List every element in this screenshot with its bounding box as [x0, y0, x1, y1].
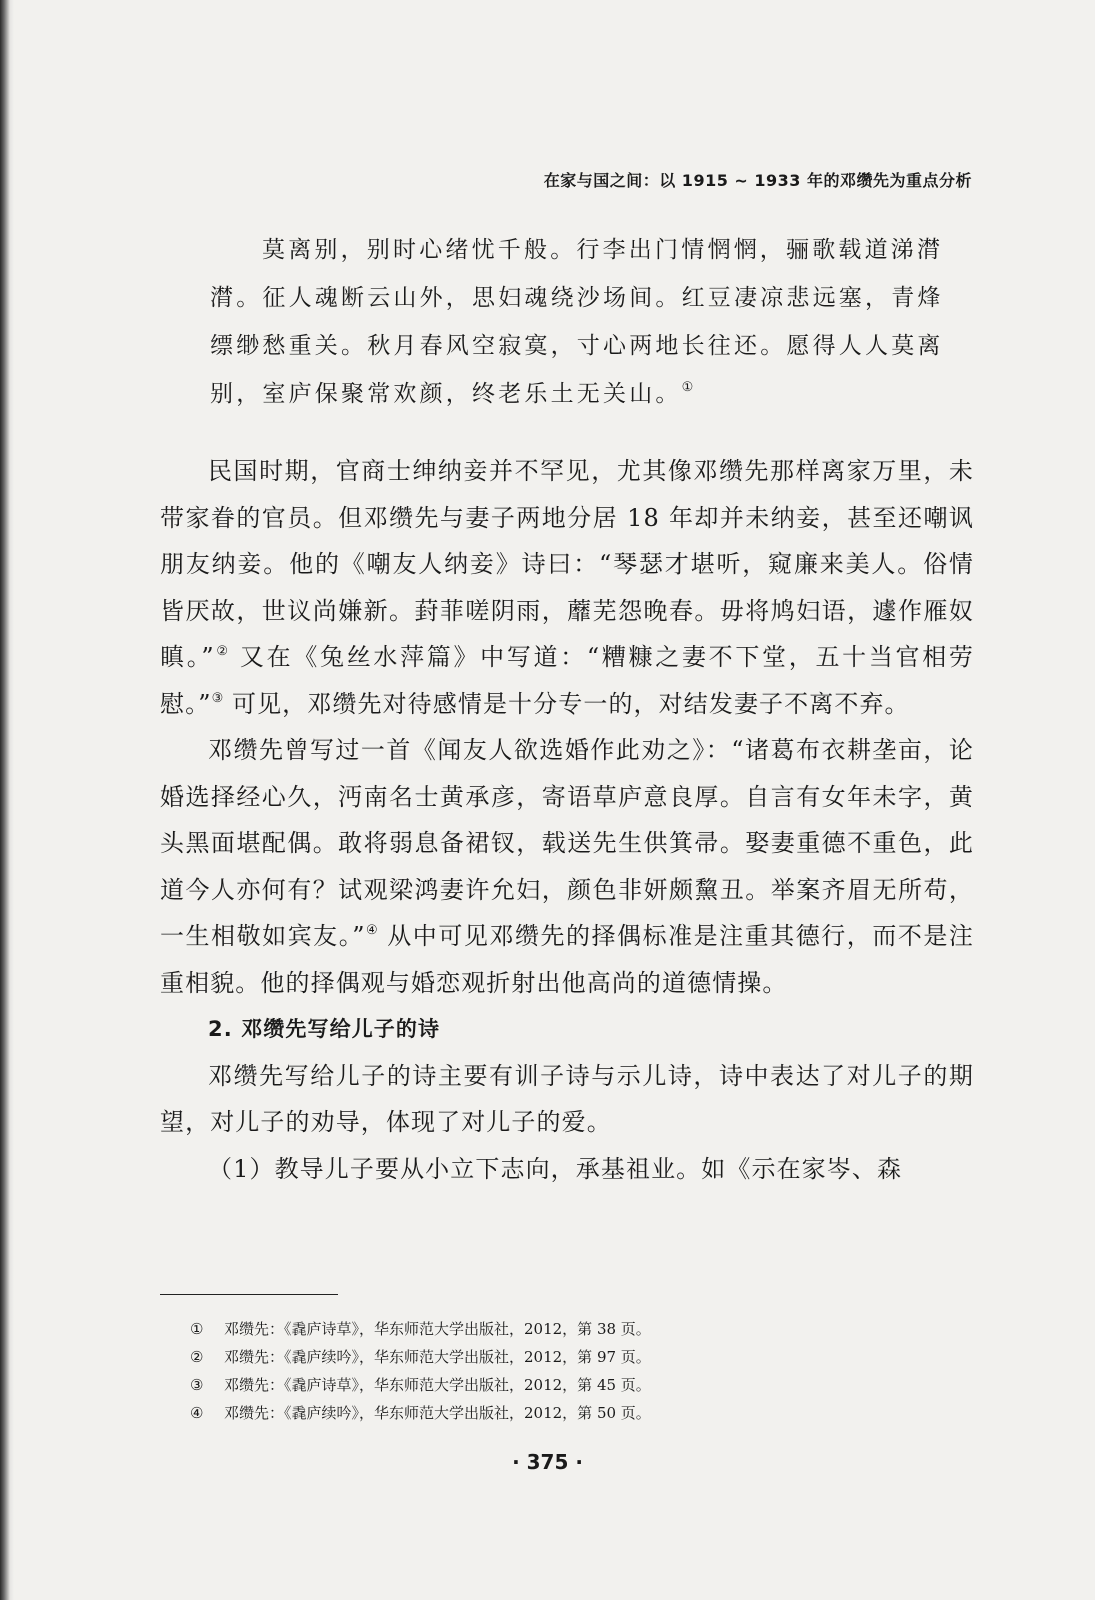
paragraph: 邓缵先写给儿子的诗主要有训子诗与示儿诗，诗中表达了对儿子的期望，对儿子的劝导，体现了对儿子的爱。 [160, 1061, 974, 1136]
footnote-ref: ④ [365, 923, 379, 938]
footnote-ref: ③ [211, 690, 224, 706]
poem-line: 莫离别，别时心绪忧千般。行李出门情惘惘，骊歌载道涕潸 [262, 237, 944, 263]
footnote [190, 1315, 890, 1343]
footnote-mark: ① [190, 1320, 204, 1338]
paragraph-text: 从中可见邓缵先的择偶标准是注重其德行，而不是注重相貌。他的择偶观与婚恋观折射出他高尚的道德情操。 [160, 922, 975, 997]
poem-line [210, 370, 976, 418]
footnote-text: 邓缵先：《毳庐诗草》，华东师范大学出版社，2012，第 45 页。 [224, 1376, 651, 1394]
section-heading: 2. 邓缵先写给儿子的诗 [208, 1017, 441, 1041]
page-number: · 375 · [512, 1450, 583, 1474]
paragraph-text: 邓缵先曾写过一首《闻友人欲选婚作此劝之》：“诸葛布衣耕垄亩，论婚选择经心久，沔南名士黄承彦，寄语草庐意良厚。自言有女年未字，黄头黑面堪配偶。敢将弱息备裙钗，载送先生供箕帚。娶妻重德不重色，此道今人亦何有？试观梁鸿妻许允妇，颜色非妍颇黧丑。举案齐眉无所苟，一生相敬如宾友。” [160, 736, 974, 950]
footnote-text: 邓缵先：《毳庐诗草》，华东师范大学出版社，2012，第 38 页。 [224, 1320, 651, 1338]
paragraph-text: 又在《兔丝水萍篇》中写道：“糟糠之妻不下堂，五十当官相劳慰。” [160, 643, 975, 718]
footnote-text: 邓缵先：《毳庐续吟》，华东师范大学出版社，2012，第 50 页。 [224, 1404, 651, 1422]
footnote [190, 1399, 890, 1427]
paragraph [160, 448, 974, 727]
footnote [190, 1371, 890, 1399]
footnote-divider [160, 1294, 338, 1295]
paragraph-text: 可见，邓缵先对待感情是十分专一的，对结发妻子不离不弃。 [223, 689, 910, 718]
paragraph-text: 民国时期，官商士绅纳妾并不罕见，尤其像邓缵先那样离家万里，未带家眷的官员。但邓缵先与妻子两地分居 18 年却并未纳妾，甚至还嘲讽朋友纳妾。他的《嘲友人纳妾》诗曰：“琴瑟才堪听，窥廉来美人。俗情皆厌故，世议尚嫌新。葑菲嗟阴雨，蘼芜怨晚春。毋将鸠妇语，遽作雁奴瞋。” [160, 457, 974, 671]
footnote-ref: ① [681, 380, 694, 395]
quoted-poem [210, 226, 976, 418]
poem-line: 缥缈愁重关。秋月春风空寂寞，寸心两地长往还。愿得人人莫离 [210, 333, 944, 359]
footnote-mark: ③ [190, 1376, 204, 1394]
poem-line: 潸。征人魂断云山外，思妇魂绕沙场间。红豆凄凉悲远塞，青烽 [210, 285, 944, 311]
footnote-mark: ② [190, 1348, 204, 1366]
scan-binding-edge [0, 0, 14, 1600]
poem-line-text: 别，室庐保聚常欢颜，终老乐土无关山。 [210, 381, 682, 407]
footnote-ref: ② [214, 644, 230, 659]
paragraph: （1）教导儿子要从小立下志向，承基祖业。如《示在家岑、森 [208, 1154, 903, 1183]
footnote-mark: ④ [190, 1404, 204, 1422]
footnote-text: 邓缵先：《毳庐续吟》，华东师范大学出版社，2012，第 97 页。 [224, 1348, 651, 1366]
paragraph [160, 727, 974, 1006]
footnotes [190, 1315, 890, 1427]
body-text [160, 448, 974, 1192]
running-head: 在家与国之间：以 1915 ~ 1933 年的邓缵先为重点分析 [543, 171, 972, 190]
footnote [190, 1343, 890, 1371]
